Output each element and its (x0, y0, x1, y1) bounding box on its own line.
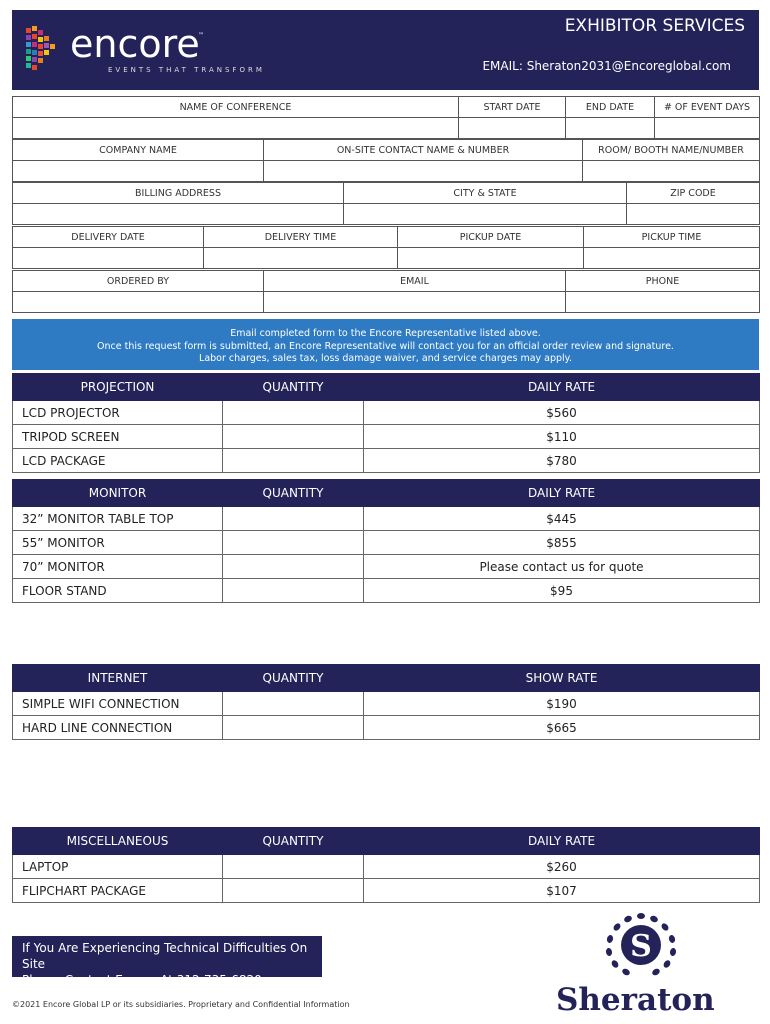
table-row (13, 531, 760, 555)
quantity-header: QUANTITY (223, 665, 364, 692)
encore-logo-text: encore (70, 22, 200, 66)
label-name-of-conference: NAME OF CONFERENCE (13, 97, 459, 118)
sheraton-logo-text: Sheraton (556, 982, 715, 1018)
quantity-header: QUANTITY (223, 480, 364, 507)
field-room-booth[interactable] (583, 161, 760, 182)
internet-table (12, 664, 760, 740)
item-name: LCD PROJECTOR (13, 401, 223, 425)
item-rate: $445 (364, 507, 760, 531)
logo-trademark: ™ (198, 32, 204, 39)
label-event-days: # OF EVENT DAYS (655, 97, 760, 118)
tech-support-line-1: If You Are Experiencing Technical Difficulties On Site (22, 941, 308, 971)
item-name: SIMPLE WIFI CONNECTION (13, 692, 223, 716)
field-pickup-time[interactable] (584, 248, 760, 269)
label-billing-address: BILLING ADDRESS (13, 183, 344, 204)
field-ordered-by[interactable] (13, 292, 264, 313)
notice-line-3: Labor charges, sales tax, loss damage waiver, and service charges may apply. (199, 353, 572, 364)
label-pickup-date: PICKUP DATE (398, 227, 584, 248)
field-billing-address[interactable] (13, 204, 344, 225)
quantity-header: QUANTITY (223, 828, 364, 855)
daily-rate-header: DAILY RATE (364, 828, 760, 855)
item-name: FLIPCHART PACKAGE (13, 879, 223, 903)
quantity-field[interactable] (223, 879, 364, 903)
label-room-booth: ROOM/ BOOTH NAME/NUMBER (583, 140, 760, 161)
footer-copyright: ©2021 Encore Global LP or its subsidiaries. Proprietary and Confidential Information (12, 1000, 350, 1009)
item-rate: $190 (364, 692, 760, 716)
header-banner (12, 10, 759, 90)
table-row (13, 855, 760, 879)
miscellaneous-table (12, 827, 760, 903)
label-email: EMAIL (264, 271, 566, 292)
item-rate: $110 (364, 425, 760, 449)
item-name: HARD LINE CONNECTION (13, 716, 223, 740)
label-onsite-contact: ON-SITE CONTACT NAME & NUMBER (264, 140, 583, 161)
internet-header: INTERNET (13, 665, 223, 692)
notice-line-2: Once this request form is submitted, an Encore Representative will contact you for an official order review and signature. (97, 340, 674, 352)
item-rate: $560 (364, 401, 760, 425)
label-company-name: COMPANY NAME (13, 140, 264, 161)
tech-support-box (12, 936, 322, 987)
projection-header: PROJECTION (13, 374, 223, 401)
item-name: LAPTOP (13, 855, 223, 879)
table-row (13, 401, 760, 425)
item-rate: $780 (364, 449, 760, 473)
field-email[interactable] (264, 292, 566, 313)
table-row (13, 579, 760, 603)
info-form-row-1 (12, 96, 760, 139)
field-event-days[interactable] (655, 118, 760, 139)
info-form-row-4 (12, 226, 760, 269)
field-start-date[interactable] (459, 118, 566, 139)
quantity-field[interactable] (223, 692, 364, 716)
daily-rate-header: DAILY RATE (364, 374, 760, 401)
label-end-date: END DATE (566, 97, 655, 118)
item-rate: $95 (364, 579, 760, 603)
field-delivery-time[interactable] (204, 248, 398, 269)
label-city-state: CITY & STATE (344, 183, 627, 204)
quantity-field[interactable] (223, 425, 364, 449)
info-form-row-5 (12, 270, 760, 313)
tech-support-line-2: Please Contact Encore At 312-735-6820 (22, 973, 262, 987)
field-city-state[interactable] (344, 204, 627, 225)
label-delivery-date: DELIVERY DATE (13, 227, 204, 248)
show-rate-header: SHOW RATE (364, 665, 760, 692)
table-row (13, 425, 760, 449)
item-rate: Please contact us for quote (364, 555, 760, 579)
item-rate: $665 (364, 716, 760, 740)
label-zip-code: ZIP CODE (627, 183, 760, 204)
encore-logo-icon (24, 24, 62, 74)
sheraton-emblem-letter: S (630, 929, 652, 964)
logo-tagline: EVENTS THAT TRANSFORM (108, 66, 265, 74)
quantity-field[interactable] (223, 531, 364, 555)
miscellaneous-header: MISCELLANEOUS (13, 828, 223, 855)
daily-rate-header: DAILY RATE (364, 480, 760, 507)
table-row (13, 449, 760, 473)
quantity-field[interactable] (223, 449, 364, 473)
info-form-row-3 (12, 182, 760, 225)
quantity-field[interactable] (223, 579, 364, 603)
item-name: 32” MONITOR TABLE TOP (13, 507, 223, 531)
item-rate: $107 (364, 879, 760, 903)
projection-table (12, 373, 760, 473)
table-row (13, 716, 760, 740)
table-row (13, 879, 760, 903)
contact-email: EMAIL: Sheraton2031@Encoreglobal.com (482, 59, 731, 73)
quantity-field[interactable] (223, 507, 364, 531)
table-row (13, 555, 760, 579)
quantity-field[interactable] (223, 555, 364, 579)
field-zip-code[interactable] (627, 204, 760, 225)
quantity-field[interactable] (223, 716, 364, 740)
label-delivery-time: DELIVERY TIME (204, 227, 398, 248)
item-name: LCD PACKAGE (13, 449, 223, 473)
table-row (13, 692, 760, 716)
quantity-field[interactable] (223, 401, 364, 425)
item-name: 70” MONITOR (13, 555, 223, 579)
item-rate: $260 (364, 855, 760, 879)
item-name: 55” MONITOR (13, 531, 223, 555)
field-name-of-conference[interactable] (13, 118, 459, 139)
field-pickup-date[interactable] (398, 248, 584, 269)
field-phone[interactable] (566, 292, 760, 313)
field-company-name[interactable] (13, 161, 264, 182)
item-name: FLOOR STAND (13, 579, 223, 603)
label-ordered-by: ORDERED BY (13, 271, 264, 292)
field-end-date[interactable] (566, 118, 655, 139)
quantity-header: QUANTITY (223, 374, 364, 401)
page-title: EXHIBITOR SERVICES (564, 16, 745, 36)
quantity-field[interactable] (223, 855, 364, 879)
info-form-row-2 (12, 139, 760, 182)
notice-line-1: Email completed form to the Encore Representative listed above. (230, 328, 541, 339)
table-row (13, 507, 760, 531)
field-onsite-contact[interactable] (264, 161, 583, 182)
label-phone: PHONE (566, 271, 760, 292)
instructions-notice (12, 319, 759, 370)
monitor-table (12, 479, 760, 603)
item-name: TRIPOD SCREEN (13, 425, 223, 449)
monitor-header: MONITOR (13, 480, 223, 507)
sheraton-emblem-icon (598, 910, 684, 986)
label-pickup-time: PICKUP TIME (584, 227, 760, 248)
field-delivery-date[interactable] (13, 248, 204, 269)
label-start-date: START DATE (459, 97, 566, 118)
item-rate: $855 (364, 531, 760, 555)
